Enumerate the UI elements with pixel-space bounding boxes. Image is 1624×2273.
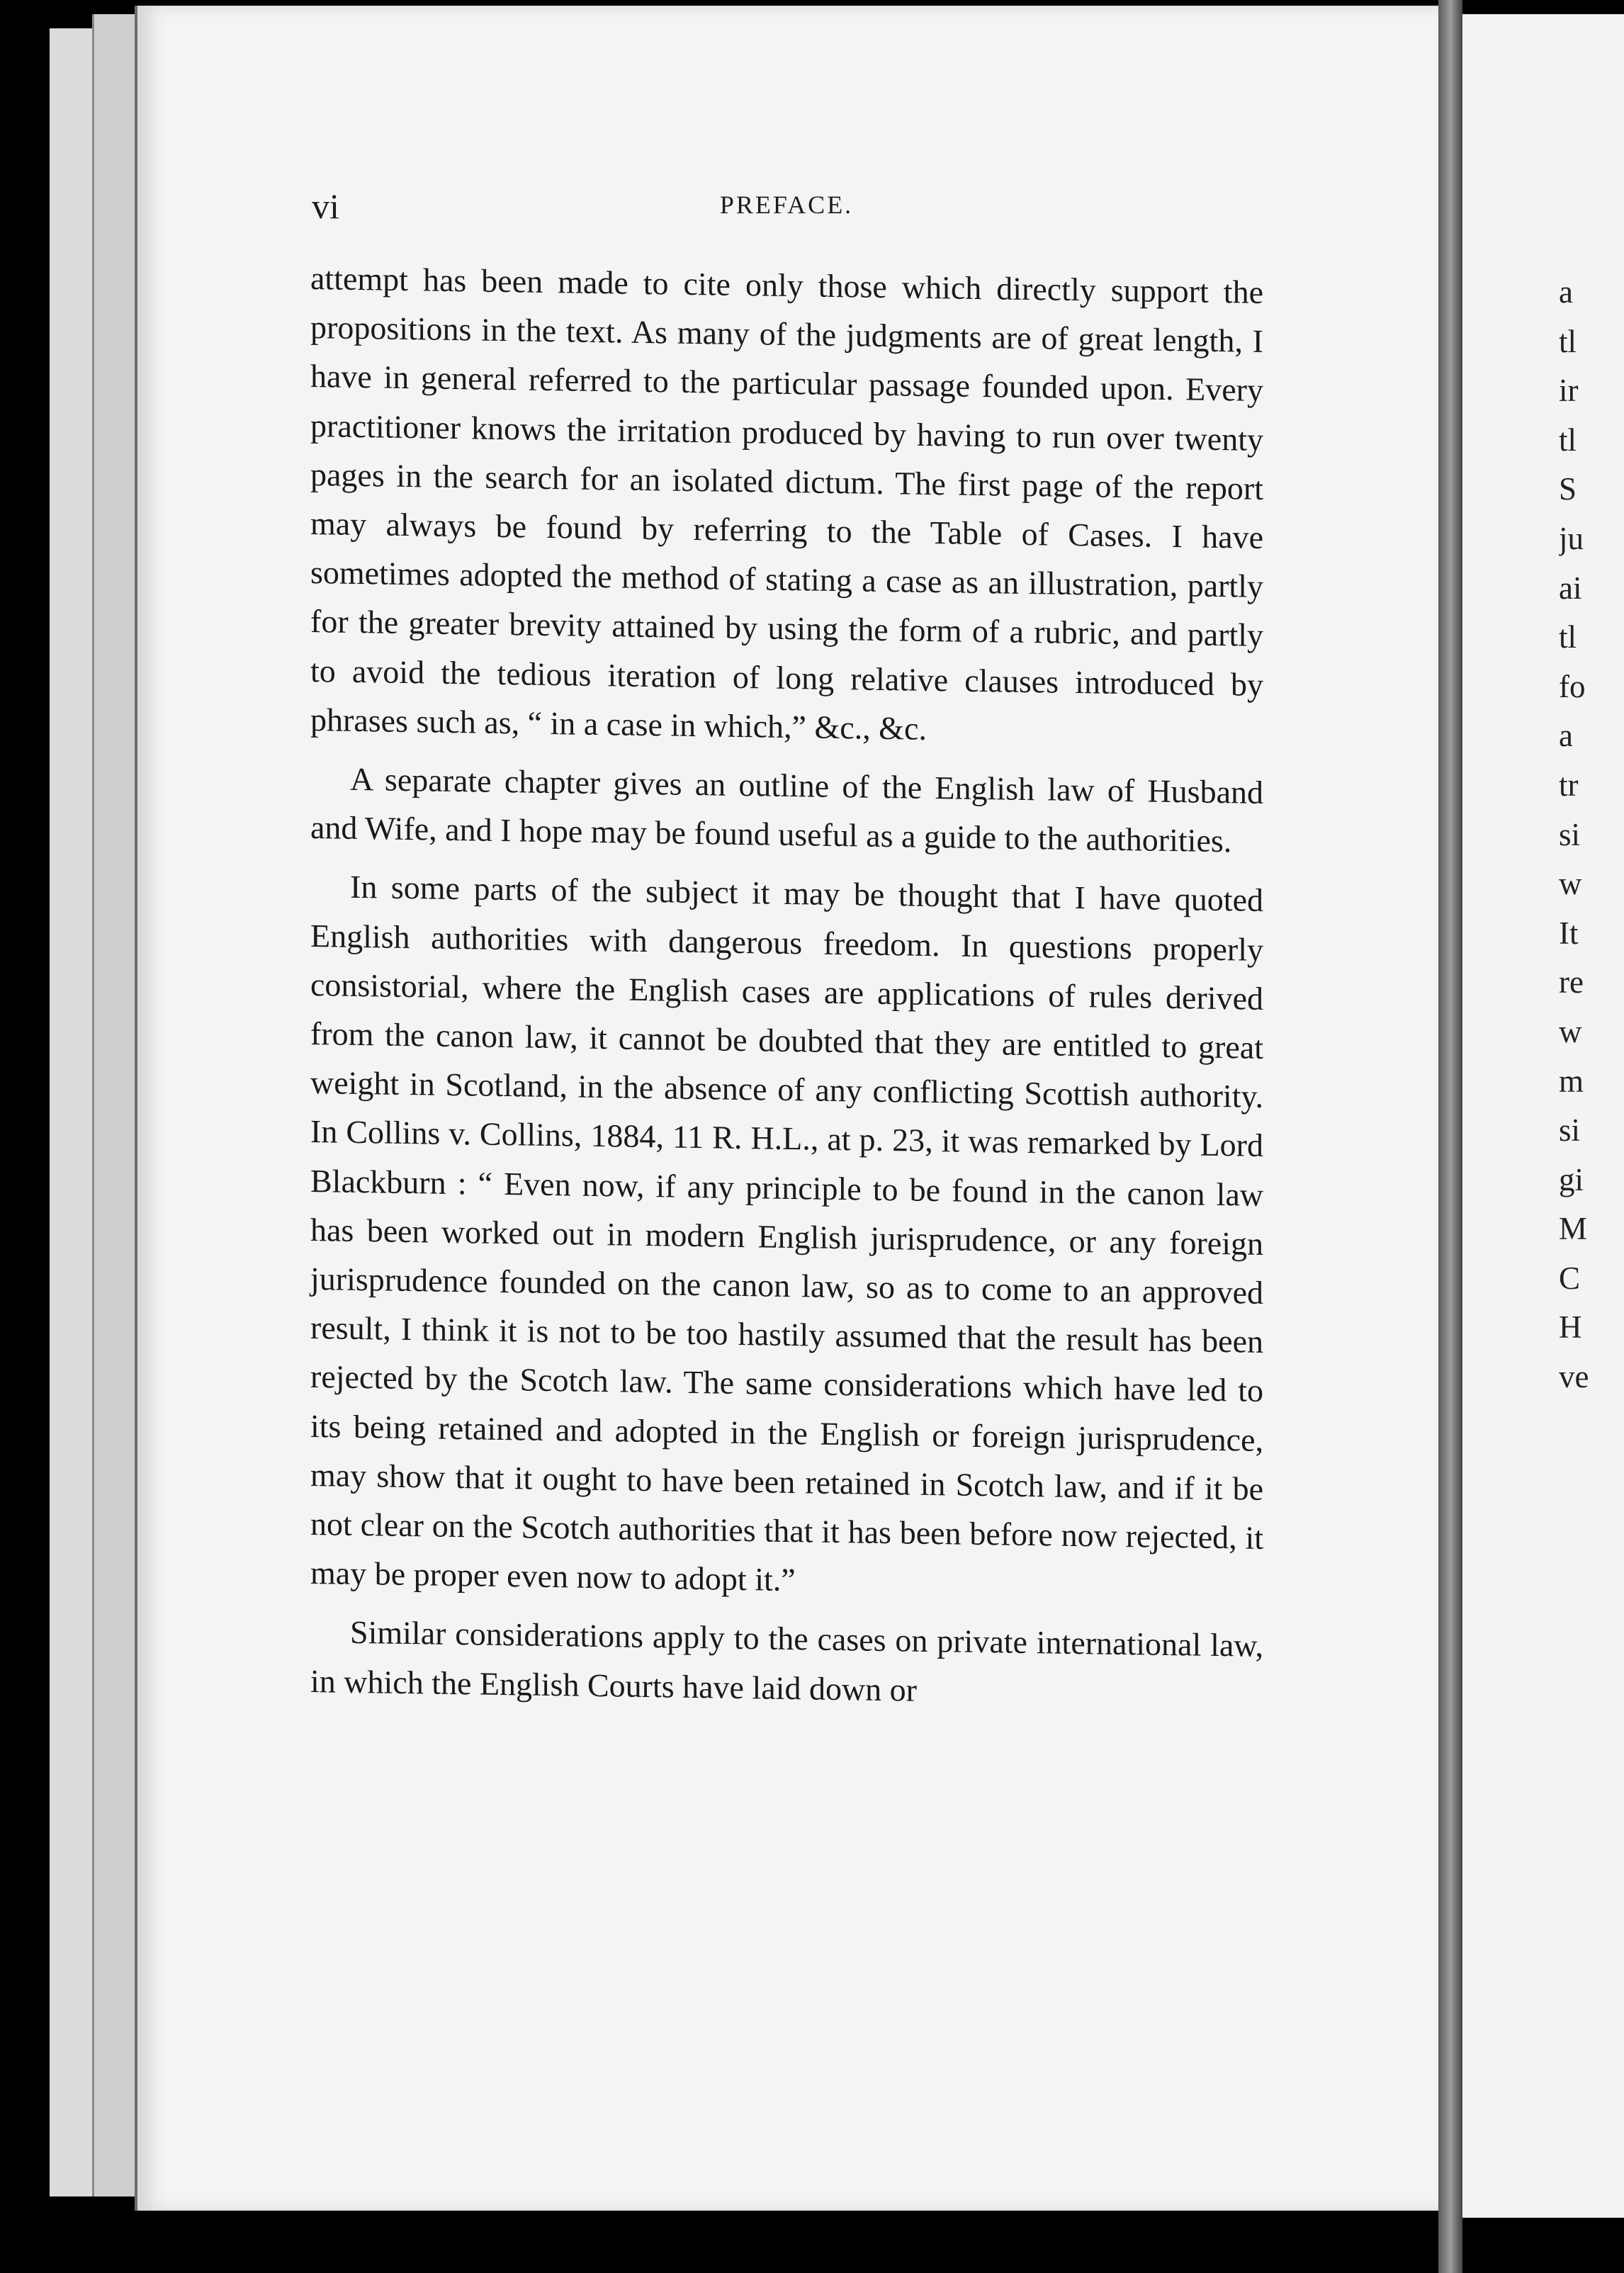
facing-line: m [1559, 1063, 1584, 1099]
paragraph-1: attempt has been made to cite only those which directly support the propositions in the text. As many of the judgments are of great length, I have in general referred to the particular passage founded upon. Every practitioner knows the irritation produced by having to run over twenty pages in the search for an isolated dictum. The first page of the report may always be found by referring to the Table of Cases. I have sometimes adopted the method of stating a case as an illustration, partly for the greater brevity attained by using the form of a rubric, and partly to avoid the tedious iteration of long relative clauses introduced by phrases such as, “ in a case in which,” &c., &c. [310, 260, 1263, 747]
facing-line: tr [1559, 767, 1579, 803]
page-number: vi [312, 186, 339, 226]
facing-line: a [1559, 718, 1573, 754]
facing-page-text [1559, 268, 1624, 1402]
facing-line: C [1559, 1260, 1581, 1296]
facing-line: tl [1559, 422, 1577, 458]
facing-line: It [1559, 915, 1579, 951]
facing-line: w [1559, 1013, 1582, 1049]
facing-line: gi [1559, 1161, 1584, 1197]
facing-line: tl [1559, 619, 1577, 655]
paragraph-2: A separate chapter gives an outline of the English law of Husband and Wife, and I hope may be found useful as a guide to the authorities. [310, 760, 1263, 859]
facing-line: ve [1559, 1359, 1589, 1395]
facing-page [1462, 14, 1624, 2218]
facing-line: si [1559, 816, 1581, 852]
facing-line: si [1559, 1112, 1581, 1149]
facing-line: tl [1559, 323, 1577, 359]
page-header [312, 186, 1261, 228]
facing-line: H [1559, 1309, 1582, 1346]
facing-line: ju [1559, 520, 1584, 556]
facing-line: fo [1559, 668, 1586, 704]
running-head: PREFACE. [719, 191, 854, 219]
facing-line: S [1559, 471, 1577, 507]
facing-line: re [1559, 964, 1584, 1000]
paragraph-3: In some parts of the subject it may be thought that I have quoted English authorities with dangerous freedom. In questions properly consistorial, where the English cases are applications of rules derived from the canon law, it cannot be doubted that they are entitled to great weight in Scotland, in the absence of any conflicting Scottish authority. In Collins v. Collins, 1884, 11 R. H.L., at p. 23, it was remarked by Lord Blackburn : “ Even now, if any principle to be found in the canon law has been worked out in modern English jurisprudence, or any foreign jurisprudence founded on the canon law, so as to come to an approved result, I think it is not to be too hastily assumed that the result has been rejected by the Scotch law. The same considerations which have led to its being retained and adopted in the English or foreign jurisprudence, may show that it ought to have been retained in Scotch law, and if it be not clear on the Scotch authorities that it has been before now rejected, it may be proper even now to adopt it.” [310, 869, 1263, 1598]
facing-line: a [1559, 274, 1573, 310]
facing-line: w [1559, 866, 1582, 902]
facing-line: ai [1559, 570, 1582, 606]
body-text [310, 254, 1263, 1720]
paragraph-4: Similar considerations apply to the cases on private international law, in which the English Courts have laid down or [310, 1614, 1263, 1708]
facing-line: ir [1559, 373, 1579, 409]
book-gutter [1438, 0, 1462, 2273]
facing-line: M [1559, 1211, 1588, 1247]
